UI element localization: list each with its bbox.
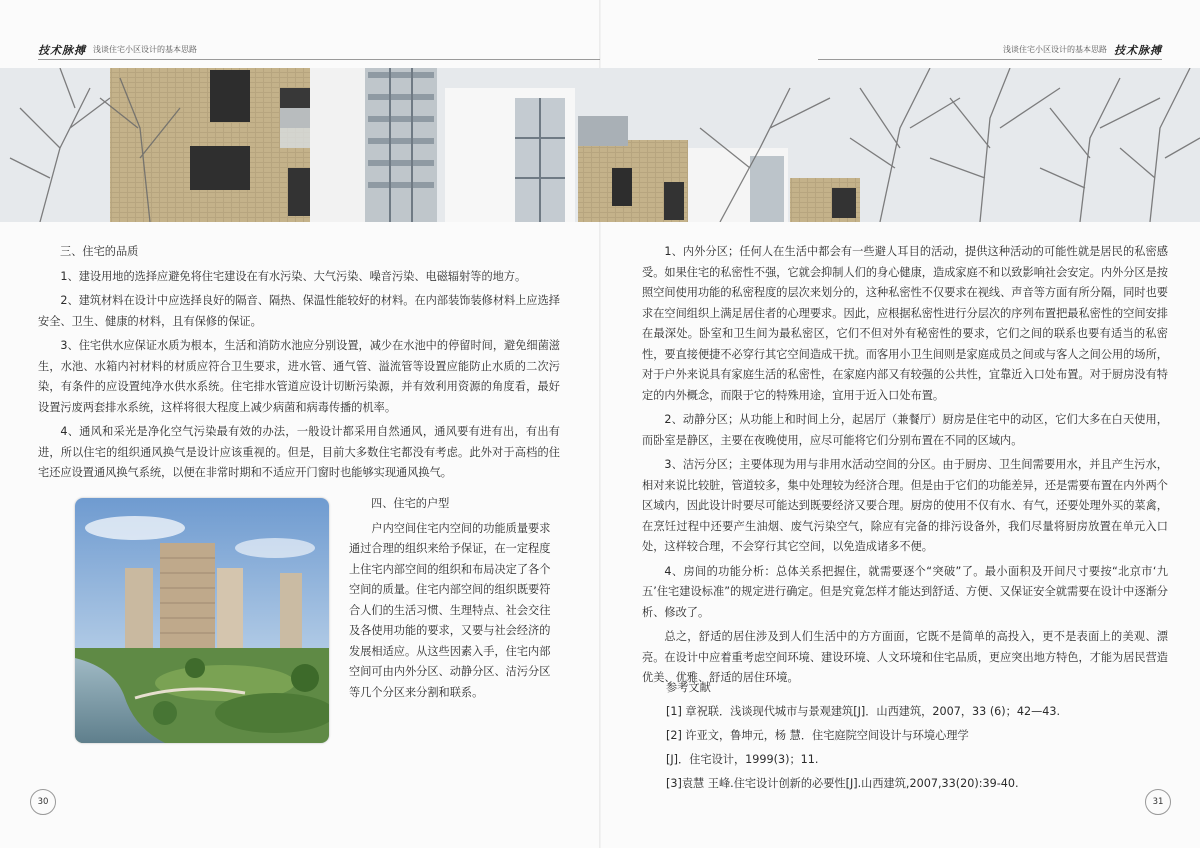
header-rule bbox=[818, 59, 1162, 60]
left-page-text bbox=[38, 242, 560, 488]
reference-item: [1] 章祝联．浅谈现代城市与景观建筑[J]．山西建筑，2007，33 (6)；42—43. bbox=[666, 705, 1061, 718]
paragraph: 2、建筑材料在设计中应选择良好的隔音、隔热、保温性能较好的材料。在内部装饰装修材料上应选择安全、卫生、健康的材料，且有保修的保证。 bbox=[38, 294, 560, 328]
right-page-header bbox=[600, 40, 1162, 58]
paragraph: 总之，舒适的居住涉及到人们生活中的方方面面，它既不是简单的高投入，更不是表面上的美观、漂亮。在设计中应着重考虑空间环境、建设环境、人文环境和住宅品质，更应突出地方特色，才能为居民营造优美、优雅、舒适的居住环境。 bbox=[642, 630, 1168, 684]
right-page-text bbox=[642, 242, 1168, 693]
paragraph: 4、房间的功能分析：总体关系把握住，就需要逐个“突破”了。最小面积及开间尺寸要按“北京市‘九五’住宅建设标准”的规定进行确定。但是究竟怎样才能达到舒适、方便、又保证安全就需要在设计中逐渐分析、修改了。 bbox=[642, 564, 1168, 619]
section-heading-layout: 四、住宅的户型 bbox=[371, 497, 450, 510]
running-title: 浅谈住宅小区设计的基本思路 bbox=[93, 45, 197, 54]
paragraph: 3、住宅供水应保证水质为根本，生活和消防水池应分别设置，减少在水池中的停留时间，避免细菌滋生，水池、水箱内衬材料的材质应符合卫生要求，进水管、通气管、溢流管等设置应能防止水质的二次污染，有条件的应设置纯净水供水系统。住宅排水管道应设计切断污染源，并有效利用资源的角度看，最好设置污废两套排水系统，这样将很大程度上减少病菌和病毒传播的机率。 bbox=[38, 339, 560, 414]
paragraph: 3、洁污分区；主要体现为用与非用水活动空间的分区。由于厨房、卫生间需要用水，并且产生污水，相对来说比较脏，管道较多，集中处理较为经济合理。但是由于它们的功能差异，还是需要布置在内外两个区域内，因此设计时要尽可能达到既要经济又要合理。厨房的使用不仅有水、有气，还要处理外买的菜禽，在烹饪过程中还要产生油烟、废气污染空气，除应有完备的排污设备外，我们尽量将厨房放置在单元入口处，这样较合理，不会穿行其它空间，以免造成诸多不便。 bbox=[642, 458, 1168, 553]
reference-item: [J]．住宅设计，1999(3)；11. bbox=[666, 753, 819, 766]
header-rule bbox=[38, 59, 600, 60]
reference-item: [2] 许亚文，鲁坤元，杨 慧．住宅庭院空间设计与环境心理学 bbox=[666, 729, 969, 742]
references-list bbox=[666, 678, 1146, 798]
references-title: 参考文献 bbox=[666, 681, 711, 694]
paragraph: 户内空间住宅内空间的功能质量要求通过合理的组织来给予保证，在一定程度上住宅内部空间的组织和布局决定了各个空间的质量。住宅内部空间的组织既要符合人们的生活习惯、生理特点、社会交往及各使用功能的要求，又要与社会经济的发展相适应。从这些因素入手，住宅内部空间可由内外分区、动静分区、洁污分区等几个分区来分割和联系。 bbox=[349, 521, 551, 699]
left-page-header bbox=[38, 40, 600, 58]
paragraph: 1、内外分区；任何人在生活中都会有一些避人耳目的活动，提供这种活动的可能性就是居民的私密感受。如果住宅的私密性不强，它就会抑制人们的身心健康，造成家庭不和以致影响社会安定。内外分区是按照空间使用功能的私密程度的层次来划分的，这种私密性不仅要求在视线、声音等方面有所分隔，同时也要求在空间组织上满足居住者的心理要求。因此，应根据私密性进行分层次的序列布置把最私密性的空间安排在最深处。卧室和卫生间为最私密区，它们不但对外有秘密性的要求，它们之间的联系也要有适当的私密性，要直接便捷不必穿行其它空间造成干扰。而客用小卫生间则是家庭成员之间或与客人之间公用的场所，对于户外来说具有家庭生活的私密性，在家庭内部又有较强的公共性，宜靠近入口处布置。对于厨房没有特定的内外概念，而限于它的特殊用途，宜用于近入口处布置。 bbox=[642, 245, 1168, 402]
section-heading-quality: 三、住宅的品质 bbox=[60, 245, 139, 258]
running-title: 浅谈住宅小区设计的基本思路 bbox=[1003, 45, 1107, 54]
section-four-text bbox=[349, 494, 561, 703]
paragraph: 4、通风和采光是净化空气污染最有效的办法，一般设计都采用自然通风，通风要有进有出，有出有进，所以住宅的组织通风换气是设计应该重视的。但是，目前大多数住宅都没有考虑。此外对于高档的住宅还应设置通风换气系统，以便在非常时期和不适应开门窗时也能够实现通风换气。 bbox=[38, 425, 560, 479]
paragraph: 2、动静分区；从功能上和时间上分，起居厅（兼餐厅）厨房是住宅中的动区，它们大多在白天使用，而卧室是静区，主要在夜晚使用，应尽可能将它们分别布置在不同的区域内。 bbox=[642, 413, 1168, 447]
residential-complex-photo bbox=[75, 498, 329, 743]
reference-item: [3]袁慧 王峰.住宅设计创新的必要性[J].山西建筑,2007,33(20):39-40. bbox=[666, 777, 1019, 790]
magazine-logo: 技术脉搏 bbox=[1114, 44, 1162, 57]
paragraph: 1、建设用地的选择应避免将住宅建设在有水污染、大气污染、噪音污染、电磁辐射等的地方。 bbox=[60, 269, 527, 283]
page-number-right: 31 bbox=[1145, 789, 1171, 815]
page-number-left: 30 bbox=[30, 789, 56, 815]
magazine-logo: 技术脉搏 bbox=[38, 44, 86, 57]
architecture-banner-image bbox=[0, 68, 1200, 222]
